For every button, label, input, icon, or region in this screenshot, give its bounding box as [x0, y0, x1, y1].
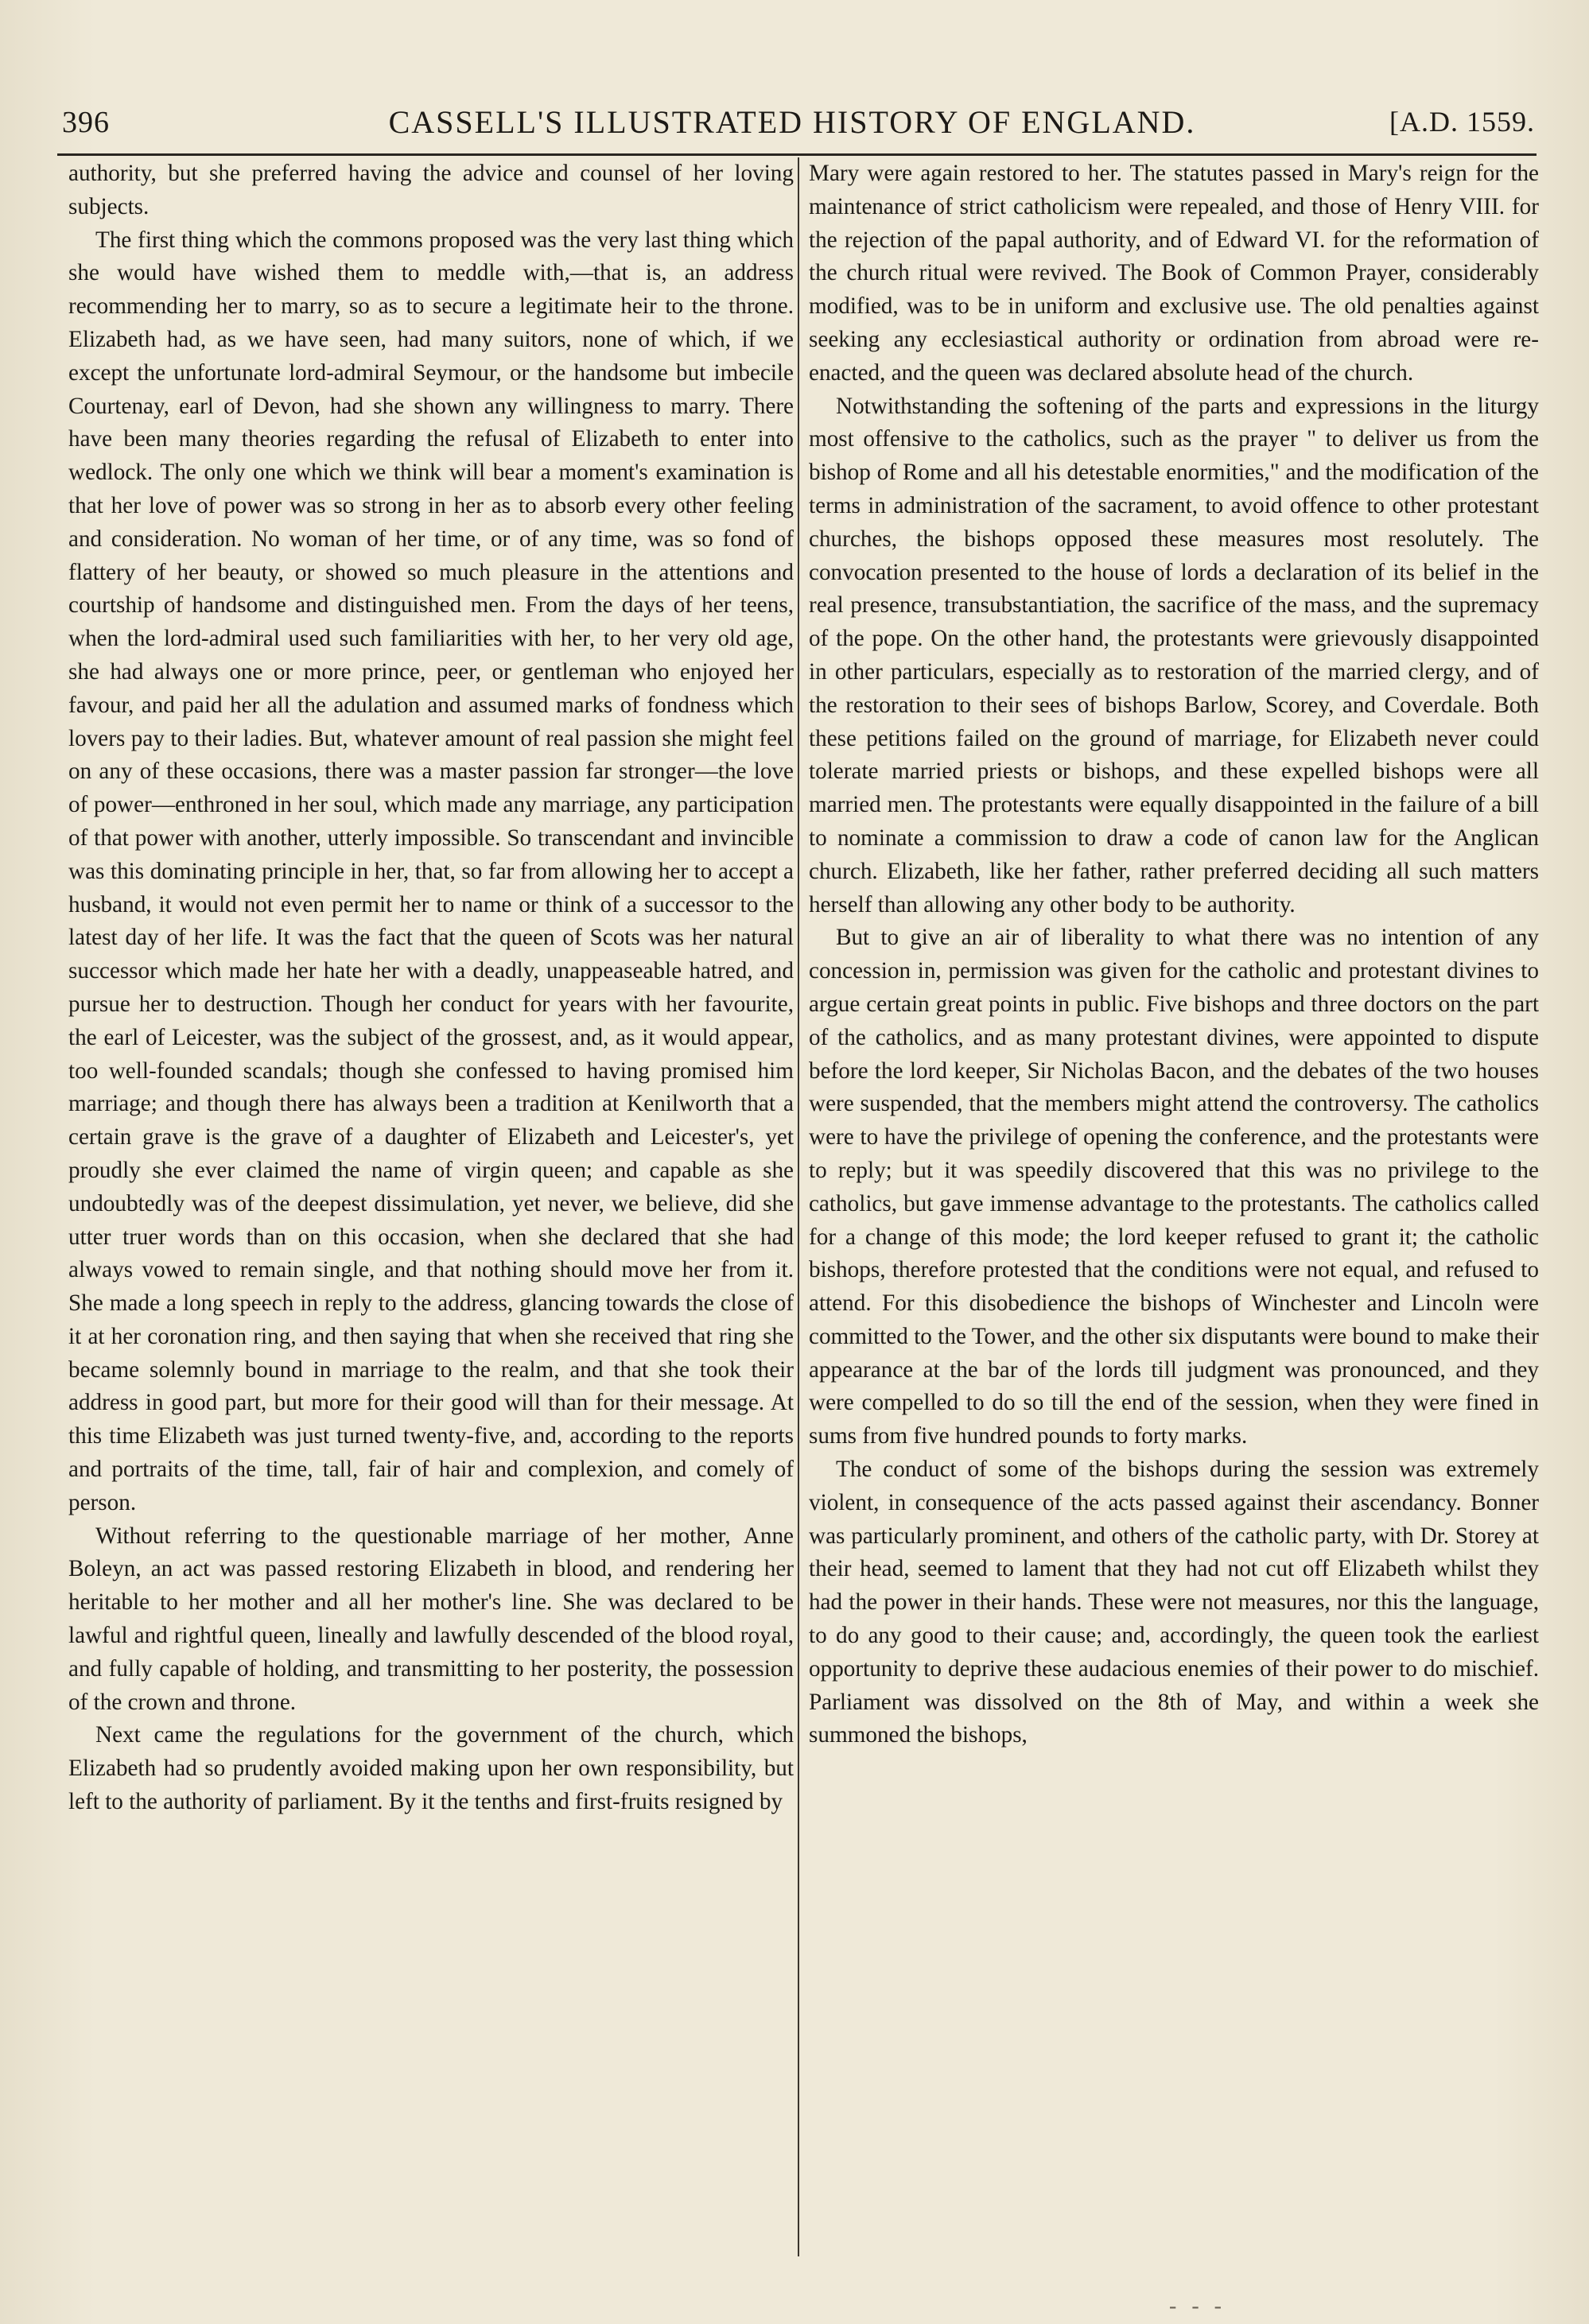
left-column — [68, 157, 794, 1819]
paragraph: authority, but she preferred having the advice and counsel of her loving subjects. — [68, 161, 794, 219]
paragraph: The first thing which the commons proposed was the very last thing which she would have wished them to meddle with,—that is, an address recommending her to marry, so as to secure a legitimate heir to the throne. Elizabeth had, as we have seen, had many suitors, none of which, if we except the unfortunate lord-admiral Seymour, or the handsome but imbecile Courtenay, earl of Devon, had she shown any willingness to marry. There have been many theories regarding the refusal of Elizabeth to enter into wedlock. The only one which we think will bear a moment's examination is that her love of power was so strong in her as to absorb every other feeling and consideration. No woman of her time, or of any time, was so fond of flattery of her beauty, or showed so much pleasure in the attentions and courtship of handsome and distinguished men. From the days of her teens, when the lord-admiral used such familiarities with her, to her very old age, she had always one or more prince, peer, or gentleman who enjoyed her favour, and paid her all the adulation and assumed marks of fondness which lovers pay to their ladies. But, whatever amount of real passion she might feel on any of these occasions, there was a master passion far stronger—the love of power—enthroned in her soul, which made any marriage, any participation of that power with another, utterly impossible. So transcendant and invincible was this dominating principle in her, that, so far from allowing her to accept a husband, it would not even permit her to name or think of a successor to the latest day of her life. It was the fact that the queen of Scots was her natural successor which made her hate her with a deadly, unappeaseable hatred, and pursue her to destruction. Though her conduct for years with her favourite, the earl of Leicester, was the subject of the grossest, and, as it would appear, too well-founded scandals; though she confessed to having promised him marriage; and though there has always been a tradition at Kenilworth that a certain grave is the grave of a daughter of Elizabeth and Leicester's, yet proudly she ever claimed the name of virgin queen; and capable as she undoubtedly was of the deepest dissimulation, yet never, we believe, did she utter truer words than on this occasion, when she declared that she had always vowed to remain single, and that nothing should move her from it. She made a long speech in reply to the address, glancing towards the close of it at her coronation ring, and then saying that when she received that ring she became solemnly bound in marriage to the realm, and that she took their address in good part, but more for their good will than for their message. At this time Elizabeth was just turned twenty-five, and, according to the reports and portraits of the time, tall, fair of hair and complexion, and comely of person. — [68, 227, 794, 1515]
running-title: CASSELL'S ILLUSTRATED HISTORY OF ENGLAND. — [388, 104, 1196, 140]
paragraph: But to give an air of liberality to what there was no intention of any concession in, permission was given for the catholic and protestant divines to argue certain great points in public. Five bishops and three doctors on the part of the catholics, and as many protestant divines, were appointed to dispute before the lord keeper, Sir Nicholas Bacon, and the debates of the two houses were suspended, that the members might attend the controversy. The catholics were to have the privilege of opening the conference, and the protestants were to reply; but it was speedily discovered that this was no privilege to the catholics, but gave immense advantage to the protestants. The catholics called for a change of this mode; the lord keeper refused to grant it; the catholic bishops, therefore protested that the conditions were not equal, and refused to attend. For this disobedience the bishops of Winchester and Lincoln were committed to the Tower, and the other six disputants were bound to make their appearance at the bar of the lords till judgment was pronounced, and they were compelled to do so till the end of the session, when they were fined in sums from five hundred pounds to forty marks. — [809, 925, 1539, 1449]
paragraph: Without referring to the questionable marriage of her mother, Anne Boleyn, an act was passed restoring Elizabeth in blood, and rendering her heritable to her mother and all her mother's line. She was declared to be lawful and rightful queen, lineally and lawfully descended of the blood royal, and fully capable of holding, and transmitting to her posterity, the possession of the crown and throne. — [68, 1523, 794, 1715]
paragraph: Mary were again restored to her. The statutes passed in Mary's reign for the maintenance of strict catholicism were repealed, and those of Henry VIII. for the rejection of the papal authority, and of Edward VI. for the reformation of the church ritual were revived. The Book of Common Prayer, considerably modified, was to be in uniform and exclusive use. The old penalties against seeking any ecclesiastical authority or ordination from abroad were re-enacted, and the queen was declared absolute head of the church. — [809, 161, 1539, 386]
running-head — [49, 99, 1535, 146]
date-tag: [A.D. 1559. — [1389, 106, 1535, 138]
paragraph: The conduct of some of the bishops during the session was extremely violent, in consequence of the acts passed against their ascendancy. Bonner was particularly prominent, and others of the catholic party, with Dr. Storey at their head, seemed to lament that they had not cut off Elizabeth whilst they had the power in their hands. These were not measures, nor this the language, to do any good to their cause; and, accordingly, the queen took the earliest opportunity to deprive these audacious enemies of their power to do mischief. Parliament was dissolved on the 8th of May, and within a week she summoned the bishops, — [809, 1457, 1539, 1748]
page-number: 396 — [62, 106, 110, 139]
right-column — [809, 157, 1539, 1752]
paragraph: Notwithstanding the softening of the parts and expressions in the liturgy most offensive to the catholics, such as the prayer " to deliver us from the bishop of Rome and all his detestable enormities," and the modification of the terms in administration of the sacrament, to avoid offence to other protestant churches, the bishops opposed these measures most resolutely. The convocation presented to the house of lords a declaration of its belief in the real presence, transubstantiation, the sacrifice of the mass, and the supremacy of the pope. On the other hand, the protestants were grievously disappointed in other particulars, especially as to restoration of the married clergy, and of the restoration to their sees of bishops Barlow, Scorey, and Coverdale. Both these petitions failed on the ground of marriage, for Elizabeth never could tolerate married priests or bishops, and these expelled bishops were all married men. The protestants were equally disappointed in the failure of a bill to nominate a commission to draw a code of canon law for the Anglican church. Elizabeth, like her father, rather preferred deciding all such matters herself than allowing any other body to be authority. — [809, 393, 1539, 918]
paragraph: Next came the regulations for the government of the church, which Elizabeth had so prudently avoided making upon her own responsibility, but left to the authority of parliament. By it the tenths and first-fruits resigned by — [68, 1722, 794, 1815]
column-divider — [798, 157, 799, 2256]
footer-mark: - - - — [1169, 2294, 1226, 2318]
header-rule — [57, 153, 1537, 156]
